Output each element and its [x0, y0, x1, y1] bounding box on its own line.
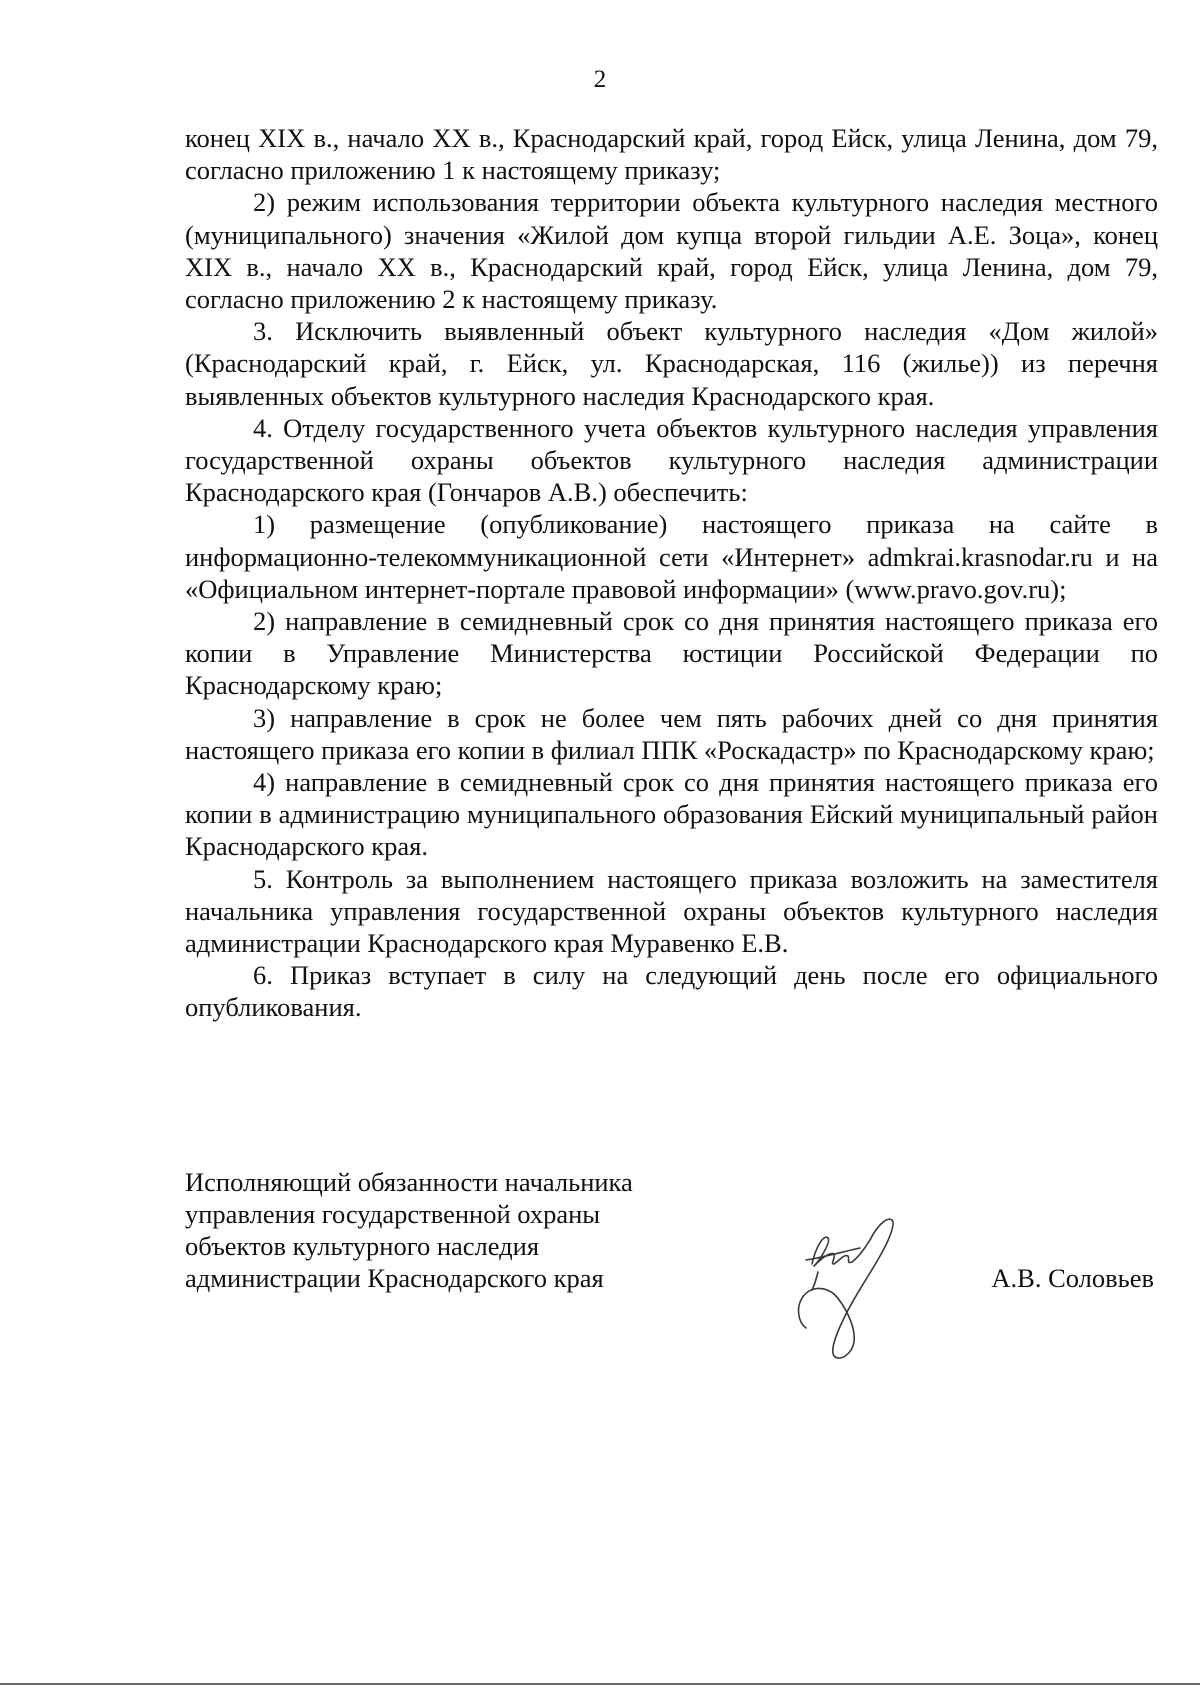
paragraph-4-4-municipal-administration: 4) направление в семидневный срок со дня принятия настоящего приказа его копии в администрацию муниципального образования Ейский муниципальный район Краснодарского края. [185, 767, 1158, 862]
paragraph-3-exclusion: 3. Исключить выявленный объект культурного наследия «Дом жилой» (Краснодарский край, г. Ейск, ул. Краснодарская, 116 (жилье)) из перечня выявленных объектов культурного наследия Краснодарского края. [185, 316, 1158, 411]
signatory-position-line: объектов культурного наследия [185, 1231, 540, 1261]
page-bottom-rule [0, 1683, 1200, 1685]
document-body [185, 122, 1158, 1024]
paragraph-4-department-duties: 4. Отделу государственного учета объектов культурного наследия управления государственной охраны объектов культурного наследия администрации Краснодарского края (Гончаров А.В.) обеспечить: [185, 412, 1158, 508]
paragraph-continuation: конец XIX в., начало XX в., Краснодарский край, город Ейск, улица Ленина, дом 79, согласно приложению 1 к настоящему приказу; [185, 123, 1158, 186]
paragraph-5-control: 5. Контроль за выполнением настоящего приказа возложить на заместителя начальника управления государственной охраны объектов культурного наследия администрации Краснодарского края Муравенко Е.В. [185, 863, 1158, 959]
page-number: 2 [593, 66, 607, 93]
handwritten-signature-icon [790, 1194, 950, 1364]
signature-block [185, 1166, 1158, 1366]
paragraph-4-3-roskadastr: 3) направление в срок не более чем пять рабочих дней со дня принятия настоящего приказа его копии в филиал ППК «Роскадастр» по Краснодарскому краю; [185, 702, 1158, 765]
signatory-name: А.В. Соловьев [991, 1263, 1154, 1293]
signatory-position-line: администрации Краснодарского края [185, 1263, 604, 1293]
paragraph-4-1-publication: 1) размещение (опубликование) настоящего приказа на сайте в информационно-телекоммуникационной сети «Интернет» admkrai.krasnodar.ru и на «Официальном интернет-портале правовой информации» (www.pravo.gov.ru); [185, 509, 1158, 604]
paragraph-6-entry-into-force: 6. Приказ вступает в силу на следующий день после его официального опубликования. [185, 960, 1158, 1023]
paragraph-item-2-usage-regime: 2) режим использования территории объекта культурного наследия местного (муниципального) значения «Жилой дом купца второй гильдии А.Е. Зоца», конец XIX в., начало XX в., Краснодарский край, город Ейск, улица Ленина, дом 79, согласно приложению 2 к настоящему приказу. [185, 187, 1158, 315]
signatory-position-line: управления государственной охраны [185, 1199, 601, 1229]
signatory-position [185, 1166, 633, 1294]
signatory-position-line: Исполняющий обязанности начальника [185, 1167, 633, 1197]
paragraph-4-2-ministry-of-justice: 2) направление в семидневный срок со дня принятия настоящего приказа его копии в Управление Министерства юстиции Российской Федерации по Краснодарскому краю; [185, 606, 1158, 701]
